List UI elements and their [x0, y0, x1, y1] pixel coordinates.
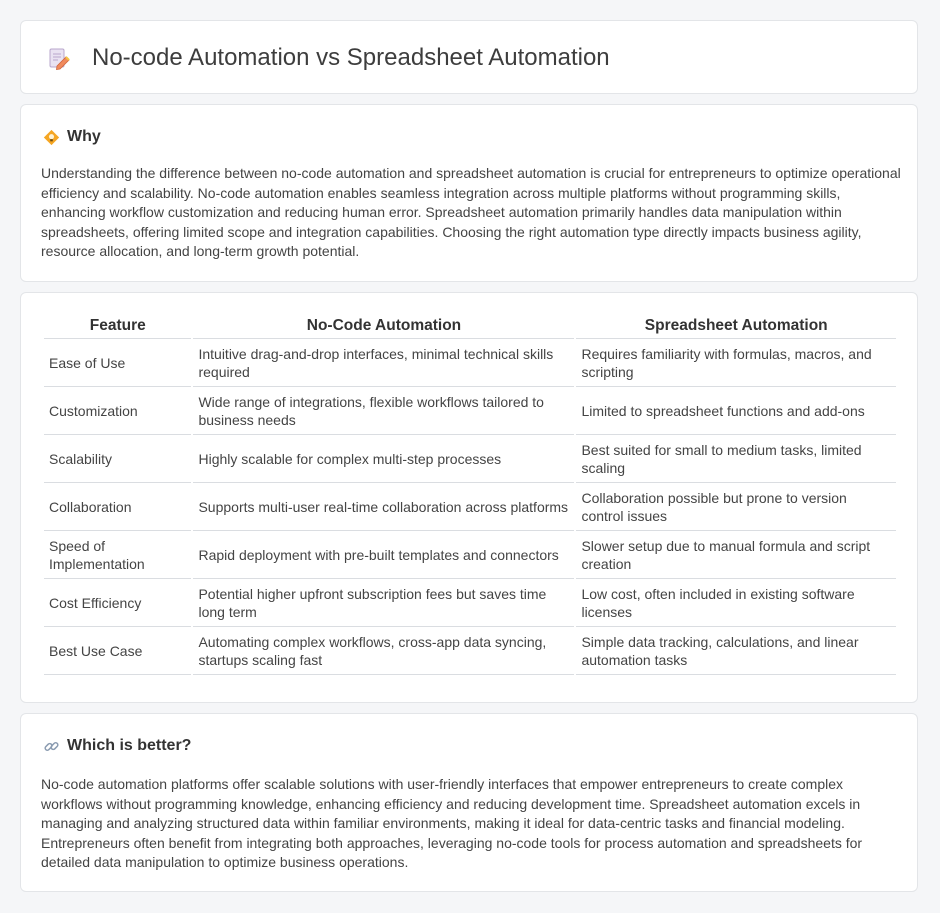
table-cell-no-code: Wide range of integrations, flexible workflows tailored to business needs	[193, 387, 574, 435]
table-cell-spreadsheet: Slower setup due to manual formula and script creation	[576, 531, 896, 579]
table-cell-feature: Collaboration	[44, 483, 191, 531]
table-row	[44, 387, 896, 435]
table-row	[44, 435, 896, 483]
table-row	[44, 579, 896, 627]
table-cell-feature: Ease of Use	[44, 339, 191, 387]
table-cell-feature: Customization	[44, 387, 191, 435]
better-title: Which is better?	[67, 737, 192, 754]
table-cell-spreadsheet: Best suited for small to medium tasks, limited scaling	[576, 435, 896, 483]
why-header	[43, 127, 101, 147]
table-cell-spreadsheet: Collaboration possible but prone to version control issues	[576, 483, 896, 531]
why-section	[20, 104, 918, 282]
table-cell-feature: Speed of Implementation	[44, 531, 191, 579]
page-title: No-code Automation vs Spreadsheet Automation	[92, 44, 610, 71]
table-header-row	[44, 316, 896, 339]
why-text: Understanding the difference between no-code automation and spreadsheet automation is crucial for entrepreneurs to optimize operational efficiency and scalability. No-code automation enables seamless integration across multiple platforms without programming skills, enhancing workflow customization and reducing human error. Spreadsheet automation primarily handles data manipulation within spreadsheets, offering limited scope and integration capabilities. Choosing the right automation type directly impacts business agility, resource allocation, and long-term growth potential.	[41, 165, 901, 259]
header-card	[20, 20, 918, 94]
table-row	[44, 627, 896, 675]
table-cell-feature: Scalability	[44, 435, 191, 483]
table-cell-feature: Best Use Case	[44, 627, 191, 675]
comparison-section	[20, 292, 918, 703]
table-cell-no-code: Automating complex workflows, cross-app data syncing, startups scaling fast	[193, 627, 574, 675]
better-header	[43, 736, 191, 756]
table-cell-no-code: Rapid deployment with pre-built templates and connectors	[193, 531, 574, 579]
table-cell-spreadsheet: Requires familiarity with formulas, macros, and scripting	[576, 339, 896, 387]
why-title: Why	[67, 128, 101, 145]
table-cell-spreadsheet: Simple data tracking, calculations, and linear automation tasks	[576, 627, 896, 675]
document-pencil-icon	[47, 46, 71, 70]
table-row	[44, 483, 896, 531]
table-cell-no-code: Intuitive drag-and-drop interfaces, minimal technical skills required	[193, 339, 574, 387]
table-cell-spreadsheet: Low cost, often included in existing software licenses	[576, 579, 896, 627]
table-row	[44, 339, 896, 387]
table-cell-no-code: Potential higher upfront subscription fees but saves time long term	[193, 579, 574, 627]
header-no-code: No-Code Automation	[193, 316, 574, 339]
lightbulb-icon	[43, 129, 60, 146]
table-cell-no-code: Supports multi-user real-time collaboration across platforms	[193, 483, 574, 531]
table-row	[44, 531, 896, 579]
header-spreadsheet: Spreadsheet Automation	[576, 316, 896, 339]
table-cell-spreadsheet: Limited to spreadsheet functions and add-ons	[576, 387, 896, 435]
header-feature: Feature	[44, 316, 191, 339]
better-text: No-code automation platforms offer scalable solutions with user-friendly interfaces that empower entrepreneurs to create complex workflows without programming knowledge, enhancing efficiency and reducing development time. Spreadsheet automation excels in managing and analyzing structured data within familiar environments, making it ideal for data-centric tasks and financial modeling. Entrepreneurs often benefit from integrating both approaches, leveraging no-code tools for process automation and spreadsheets for detailed data manipulation to optimize business operations.	[41, 776, 863, 870]
which-is-better-section	[20, 713, 918, 892]
table-cell-no-code: Highly scalable for complex multi-step processes	[193, 435, 574, 483]
link-icon	[43, 738, 60, 755]
table-cell-feature: Cost Efficiency	[44, 579, 191, 627]
comparison-table	[42, 316, 898, 675]
